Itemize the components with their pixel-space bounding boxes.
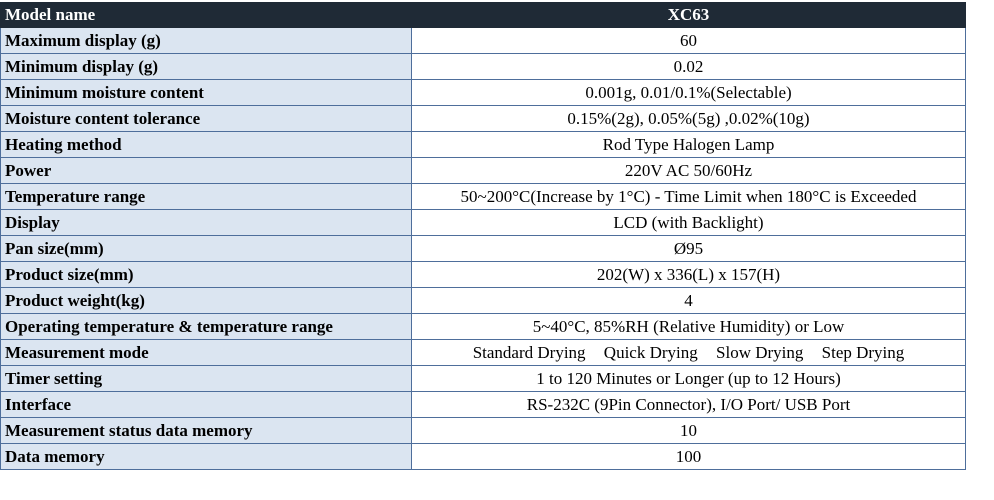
header-model: XC63 <box>412 3 966 28</box>
spec-row-display <box>1 210 966 236</box>
row-label: Display <box>1 210 412 236</box>
row-label: Minimum display (g) <box>1 54 412 80</box>
spec-row-moisture-tolerance <box>1 106 966 132</box>
spec-row-product-weight <box>1 288 966 314</box>
spec-row-minimum-moisture <box>1 80 966 106</box>
spec-row-status-memory <box>1 418 966 444</box>
row-value: 1 to 120 Minutes or Longer (up to 12 Hours) <box>412 366 966 392</box>
row-value: 50~200°C(Increase by 1°C) - Time Limit when 180°C is Exceeded <box>412 184 966 210</box>
spec-row-operating-temperature <box>1 314 966 340</box>
row-value: 4 <box>412 288 966 314</box>
row-label: Product size(mm) <box>1 262 412 288</box>
row-label: Power <box>1 158 412 184</box>
spec-table <box>0 2 966 470</box>
mode-standard-drying: Standard Drying <box>472 343 586 362</box>
table-header-row <box>1 3 966 28</box>
spec-row-timer-setting <box>1 366 966 392</box>
spec-row-measurement-mode <box>1 340 966 366</box>
row-label: Maximum display (g) <box>1 28 412 54</box>
row-value: LCD (with Backlight) <box>412 210 966 236</box>
row-value: 10 <box>412 418 966 444</box>
row-label: Data memory <box>1 444 412 470</box>
row-label: Interface <box>1 392 412 418</box>
row-value: 220V AC 50/60Hz <box>412 158 966 184</box>
row-value: RS-232C (9Pin Connector), I/O Port/ USB Port <box>412 392 966 418</box>
spec-row-minimum-display <box>1 54 966 80</box>
spec-row-data-memory <box>1 444 966 470</box>
row-value: 202(W) x 336(L) x 157(H) <box>412 262 966 288</box>
spec-row-pan-size <box>1 236 966 262</box>
row-label: Product weight(kg) <box>1 288 412 314</box>
mode-quick-drying: Quick Drying <box>603 343 698 362</box>
mode-step-drying: Step Drying <box>821 343 905 362</box>
spec-row-maximum-display <box>1 28 966 54</box>
row-value: Rod Type Halogen Lamp <box>412 132 966 158</box>
row-label: Minimum moisture content <box>1 80 412 106</box>
row-value: Ø95 <box>412 236 966 262</box>
row-value: 0.15%(2g), 0.05%(5g) ,0.02%(10g) <box>412 106 966 132</box>
row-label: Moisture content tolerance <box>1 106 412 132</box>
row-value: 60 <box>412 28 966 54</box>
row-value: 0.02 <box>412 54 966 80</box>
spec-row-heating-method <box>1 132 966 158</box>
spec-row-product-size <box>1 262 966 288</box>
row-label: Pan size(mm) <box>1 236 412 262</box>
row-label: Measurement mode <box>1 340 412 366</box>
row-value-modes <box>412 340 966 366</box>
row-label: Timer setting <box>1 366 412 392</box>
spec-row-interface <box>1 392 966 418</box>
spec-row-temperature-range <box>1 184 966 210</box>
row-label: Heating method <box>1 132 412 158</box>
row-label: Operating temperature & temperature range <box>1 314 412 340</box>
row-label: Temperature range <box>1 184 412 210</box>
row-value: 100 <box>412 444 966 470</box>
row-value: 5~40°C, 85%RH (Relative Humidity) or Low <box>412 314 966 340</box>
mode-slow-drying: Slow Drying <box>716 343 804 362</box>
row-label: Measurement status data memory <box>1 418 412 444</box>
header-label: Model name <box>1 3 412 28</box>
spec-row-power <box>1 158 966 184</box>
row-value: 0.001g, 0.01/0.1%(Selectable) <box>412 80 966 106</box>
